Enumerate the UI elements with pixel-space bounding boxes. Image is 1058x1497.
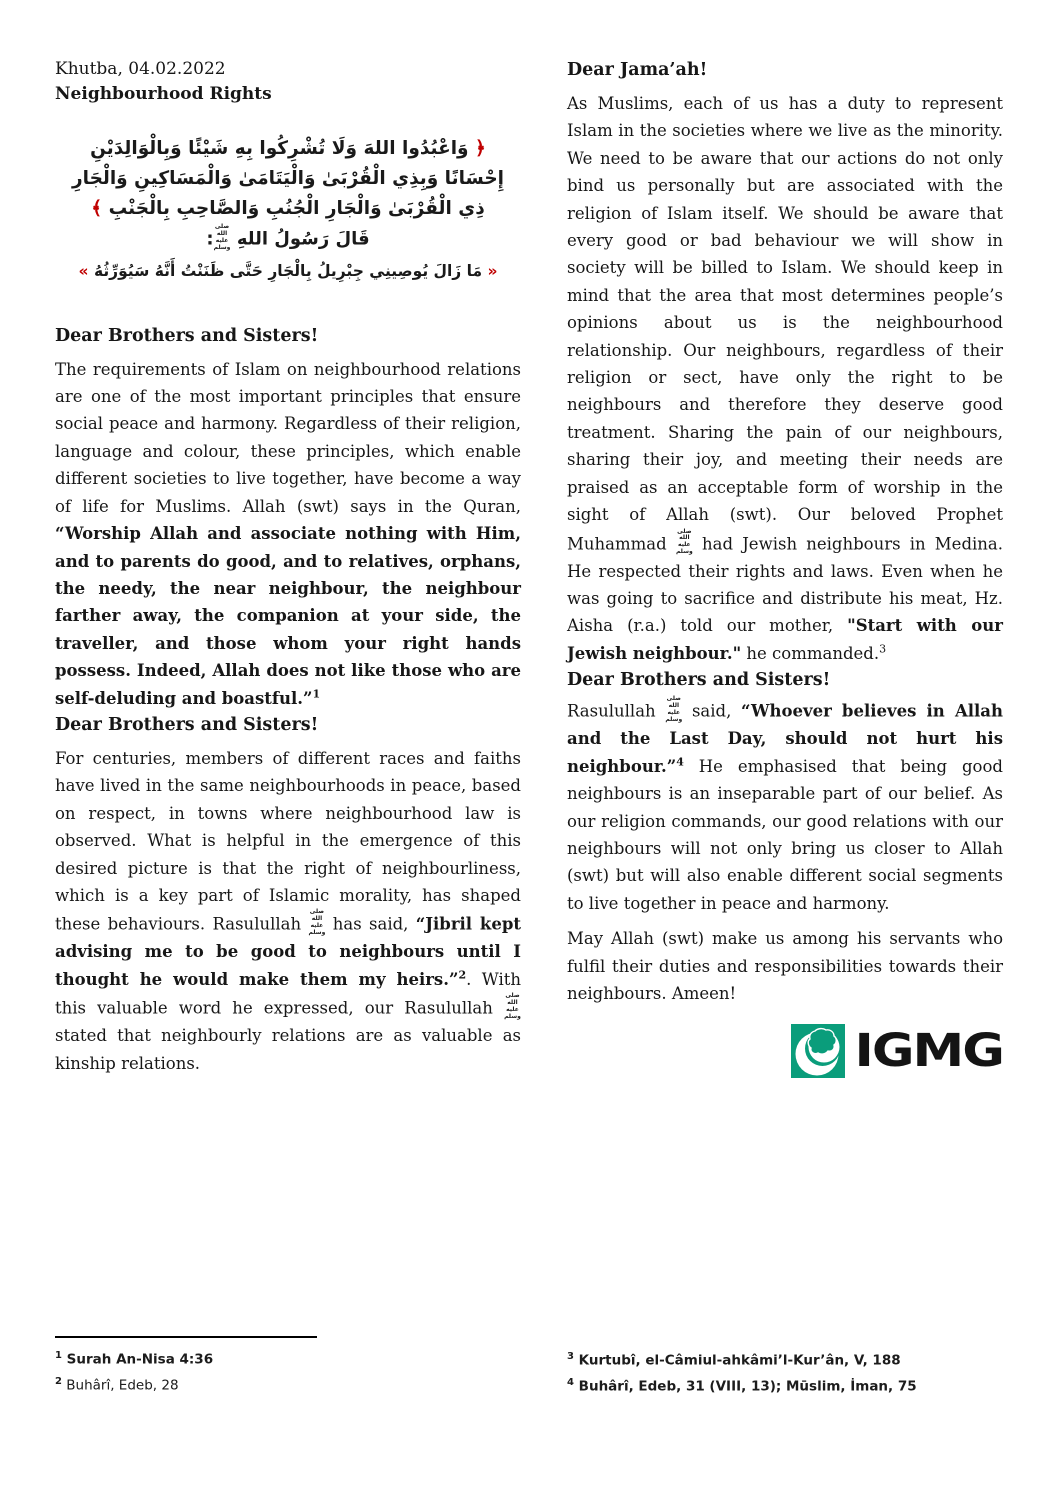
footnote-4: $^4$ Buhârî, Edeb, 31 (VIII, 13); Mūslim, İman, 75 — [567, 1376, 917, 1394]
hadith-quote-english: “Jibril kept advising me to be good to neighbours until I thought he would make them my heirs.” — [55, 915, 521, 989]
ornate-open-bracket: ﴿ — [475, 138, 486, 159]
right-heading-2: Dear Brothers and Sisters! — [567, 670, 831, 691]
footnote-1: $^1$ Surah An-Nisa 4:36 — [55, 1350, 214, 1368]
igmg-crescent-europe-icon — [790, 1023, 846, 1079]
quran-verse-arabic — [55, 134, 521, 224]
footnote-ref-2: 2 — [458, 968, 467, 982]
right-paragraph-3: May Allah (swt) make us among his servants who fulfil their duties and responsibilities towards their neighbours. Ameen! — [567, 929, 1003, 1003]
khutba-date: Khutba, 04.02.2022 — [55, 59, 226, 79]
two-column-content — [55, 57, 1003, 1081]
igmg-logo — [567, 1021, 1003, 1081]
right-column — [567, 57, 1003, 1081]
right-heading-1: Dear Jama’ah! — [567, 60, 708, 80]
left-paragraph-1: The requirements of Islam on neighbourhood relations are one of the most important principles that ensure social peace and harmony. Regardless of their religion, language and colour, these principles, which enable different societies to live together, have become a way of life for Muslims. Allah (swt) says in the Quran, “Worship Allah and associate nothing with Him, and to parents do good, and to relatives, orphans, the needy, the near neighbour, the neighbour farther away, the companion at your side, the traveller, and those whom your right hands possess. Indeed, Allah does not like those who are self-deluding and boastful.”$^1$ — [55, 359, 521, 708]
guillemet-open: « — [487, 261, 498, 280]
left-paragraph-2: For centuries, members of different races and faiths have lived in the same neighbourhoods in peace, based on respect, in towns where neighbourhood law is observed. What is helpful in the emergence of this desired picture is that the right of neighbourliness, which is a key part of Islamic morality, has shaped these behaviours. Rasulullah صلى الله عليه وسلم has said, “Jibril kept advising me to be good to neighbours until I thought he would make them my heirs.”$^2$. With this valuable word he expressed, our Rasulullah صلى الله عليه وسلم stated that neighbourly relations are as valuable as kinship relations. — [55, 748, 521, 1073]
hadith-narration-line — [55, 224, 521, 255]
narration-text: قَالَ رَسُولُ اللهِ — [236, 228, 370, 250]
hadith-text: مَا زَالَ يُوصِينِي جِبْرِيلُ بِالْجَارِ حَتَّى ظَنَنْتُ أَنَّهُ سَيُوَرِّثُهُ — [93, 261, 483, 280]
footnotes-right — [567, 1346, 1007, 1397]
footnote-ref-4: 4 — [676, 755, 684, 769]
footnote-2: $^2$ Buhârî, Edeb, 28 — [55, 1375, 179, 1393]
hadith-arabic — [55, 255, 521, 287]
ornate-close-bracket: ﴾ — [91, 198, 103, 219]
jewish-neighbour-quote: "Start with our Jewish neighbour." — [567, 616, 1003, 663]
narration-colon: : — [206, 228, 214, 250]
document-header — [55, 57, 521, 107]
footnote-ref-1: 1 — [312, 687, 321, 701]
left-heading-1: Dear Brothers and Sisters! — [55, 325, 319, 346]
saw-calligraphy-icon: صلى الله عليه وسلم — [308, 908, 326, 937]
whoever-believes-quote: “Whoever believes in Allah and the Last Day, should not hurt his neighbour.” — [567, 701, 1003, 776]
right-paragraph-1: As Muslims, each of us has a duty to represent Islam in the societies where we live as the minority. We need to be aware that our actions do not only bind us personally but are associated with the religion of Islam itself. We should be aware that every good or bad behaviour we will show in society will be billed to Islam. We should keep in mind that the area that most determines people’s opinions about us is the neighbourhood relationship. Our neighbours, regardless of their religion or sect, have only the right to be neighbours and therefore they deserve good treatment. Sharing the pain of our neighbours, sharing their joy, and meeting their needs are praised as an acceptable form of worship in the sight of Allah (swt). Our beloved Prophet Muhammad صلى الله عليه وسلم had Jewish neighbours in Medina. He respected their rights and laws. Even when he was going to sacrifice and distribute his meat, Hz. Aisha (r.a.) told our mother, "Start with our Jewish neighbour." he commanded.$^3$ — [567, 94, 1003, 663]
page-title: Neighbourhood Rights — [55, 84, 272, 104]
guillemet-close: » — [78, 261, 89, 280]
quran-quote-english: “Worship Allah and associate nothing with Him, and to parents do good, and to relatives, orphans, the needy, the near neighbour, the neighbour farther away, the companion at your side, the traveller, and those whom your right hands possess. Indeed, Allah does not like those who are self-deluding and boastful.” — [55, 524, 521, 708]
left-column — [55, 57, 521, 1081]
arabic-quote-block — [55, 134, 521, 287]
footnotes-left — [55, 1336, 521, 1396]
right-paragraph-2: Rasulullah صلى الله عليه وسلم said, “Whoever believes in Allah and the Last Day, should not hurt his neighbour.”$^4$ He emphasised that being good neighbours is an inseparable part of our belief. As our religion commands, our good relations with our neighbours will not only bring us closer to Allah (swt) but will also enable different social segments to live together in peace and harmony. — [567, 695, 1003, 913]
saw-calligraphy-icon: صلى الله عليه وسلم — [213, 223, 231, 251]
saw-calligraphy-icon: صلى الله عليه وسلم — [504, 992, 521, 1020]
igmg-wordmark: IGMG — [854, 1024, 1003, 1078]
saw-calligraphy-icon: صلى الله عليه وسلم — [675, 527, 693, 556]
quran-verse-text: وَاعْبُدُوا اللهَ وَلَا تُشْرِكُوا بِهِ شَيْئًا وَبِالْوَالِدَيْنِ إِحْسَانًا وَبِذِي الْقُرْبَىٰ وَالْيَتَامَىٰ وَالْمَسَاكِينِ وَالْجَارِ ذِي الْقُرْبَىٰ وَالْجَارِ الْجُنُبِ وَالصَّاحِبِ بِالْجَنْبِ — [71, 138, 505, 219]
left-heading-2: Dear Brothers and Sisters! — [55, 714, 319, 735]
footnote-3: $^3$ Kurtubî, el-Câmiul-ahkâmi’l-Kur’ân, V, 188 — [567, 1351, 901, 1369]
footnote-divider — [55, 1336, 317, 1338]
footnote-ref-3: 3 — [879, 642, 887, 656]
saw-calligraphy-icon: صلى الله عليه وسلم — [665, 695, 683, 723]
